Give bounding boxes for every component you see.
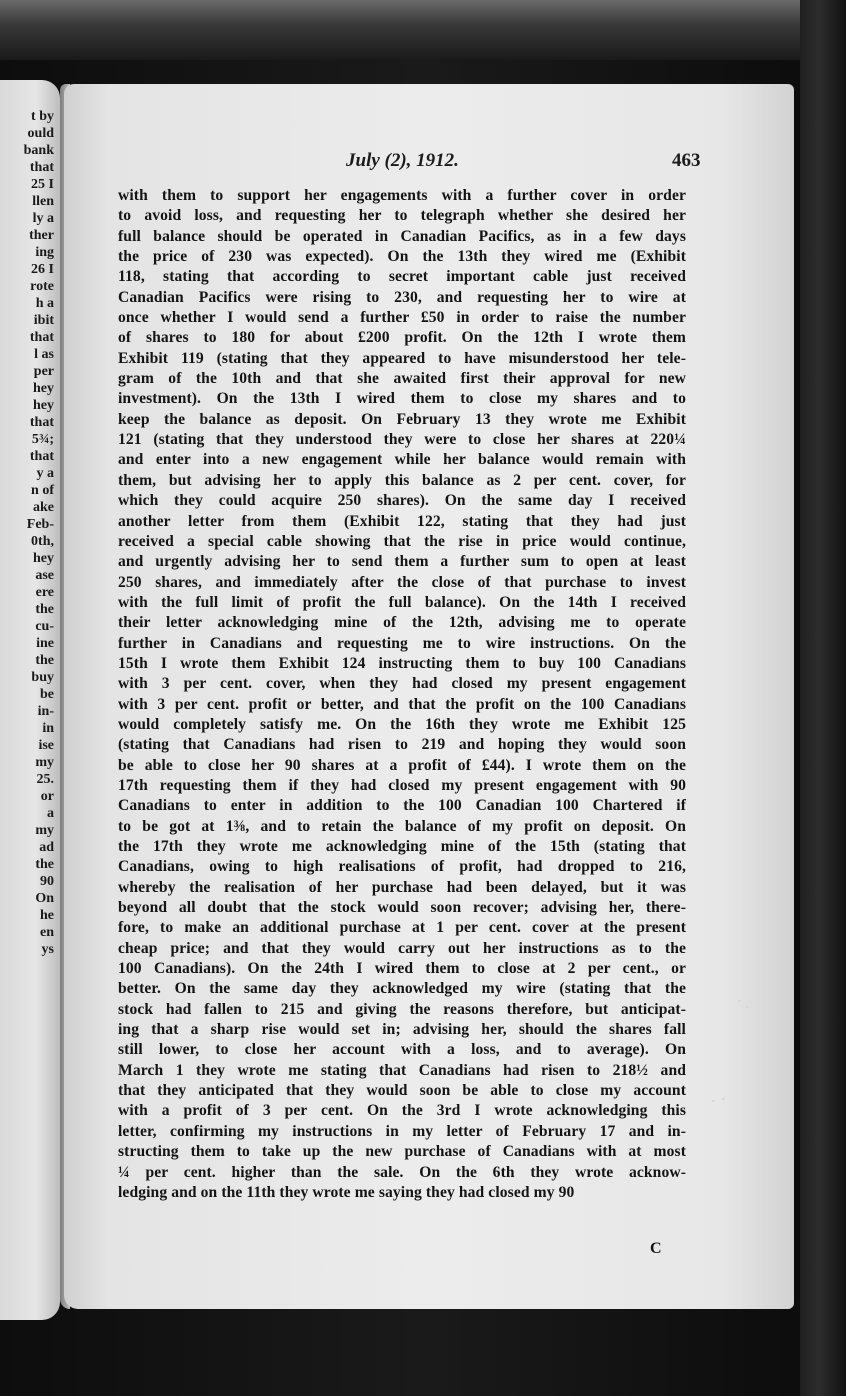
previous-page-fragment: en: [40, 925, 54, 940]
scan-speck: [712, 1100, 715, 1102]
previous-page-fragment: my: [35, 755, 54, 770]
text-line: to avoid loss, and requesting her to telegraph whether she desired her: [118, 207, 686, 225]
previous-page-fragment: h a: [35, 296, 54, 311]
page-header: [0, 150, 846, 178]
text-line: full balance should be operated in Canadian Pacifics, as in a few days: [118, 227, 686, 245]
previous-page-fragment: 25.: [36, 772, 54, 787]
previous-page-fragment: y a: [36, 466, 54, 481]
previous-page-fragment: that: [29, 449, 54, 464]
text-line: whereby the realisation of her purchase had been delayed, but it was: [118, 878, 686, 896]
previous-page-fragment: that: [29, 160, 54, 175]
previous-page-fragment: ake: [33, 500, 54, 515]
previous-page-fragment: n of: [31, 483, 54, 498]
previous-page-fragment: per: [33, 364, 54, 379]
previous-page-fragment: the: [35, 857, 54, 872]
text-line: beyond all doubt that the stock would soon recover; advising her, there-: [118, 899, 686, 917]
previous-page-fragment: bank: [23, 143, 54, 158]
text-line: them, but advising her to apply this balance as 2 per cent. cover, for: [118, 471, 686, 489]
previous-page-fragment: 5¾;: [31, 432, 54, 447]
text-line: their letter acknowledging mine of the 12th, advising me to operate: [118, 614, 686, 632]
scan-top-edge: [0, 0, 846, 60]
text-line: March 1 they wrote me stating that Canadians had risen to 218½ and: [118, 1061, 686, 1079]
text-line: Canadians to enter in addition to the 100 Canadian 100 Chartered if: [118, 797, 686, 815]
previous-page-fragment: that: [29, 415, 54, 430]
previous-page-fragment: the: [35, 653, 54, 668]
text-line: cheap price; and that they would carry out her instructions as to the: [118, 939, 686, 957]
text-line: the price of 230 was expected). On the 13th they wired me (Exhibit: [118, 248, 686, 266]
text-line: of shares to 180 for about £200 profit. On the 12th I wrote them: [118, 329, 686, 347]
previous-page-fragment: hey: [33, 551, 54, 566]
page-number: 463: [672, 150, 701, 171]
scan-speck: [738, 1000, 741, 1002]
text-line: be able to close her 90 shares at a profit of £44). I wrote them on the: [118, 756, 686, 774]
text-line: 100 Canadians). On the 24th I wired them to close at 2 per cent., or: [118, 960, 686, 978]
previous-page-fragment: he: [40, 908, 54, 923]
previous-page-fragment: buy: [31, 670, 54, 685]
previous-page-fragment: be: [40, 687, 54, 702]
previous-page-fragment: rote: [30, 279, 54, 294]
previous-page-fragment: ther: [29, 228, 54, 243]
text-line: letter, confirming my instructions in my letter of February 17 and in-: [118, 1122, 686, 1140]
previous-page-fragment: in-: [37, 704, 54, 719]
previous-page-fragment: a: [47, 806, 54, 821]
text-line: 118, stating that according to secret important cable just received: [118, 268, 686, 286]
text-line: 17th requesting them if they had closed my present engagement with 90: [118, 776, 686, 794]
text-line: with 3 per cent. profit or better, and that the profit on the 100 Canadians: [118, 695, 686, 713]
text-line: further in Canadians and requesting me to wire instructions. On the: [118, 634, 686, 652]
text-line: ¼ per cent. higher than the sale. On the 6th they wrote acknow-: [118, 1163, 686, 1181]
text-line: that they anticipated that they would soon be able to close my account: [118, 1082, 686, 1100]
previous-page-fragment: 0th,: [31, 534, 54, 549]
text-line: Exhibit 119 (stating that they appeared to have misunderstood her tele-: [118, 349, 686, 367]
previous-page-fragment: my: [35, 823, 54, 838]
text-line: would completely satisfy me. On the 16th they wrote me Exhibit 125: [118, 715, 686, 733]
previous-page-fragment: On: [35, 891, 54, 906]
text-line: structing them to take up the new purchase of Canadians with at most: [118, 1143, 686, 1161]
previous-page-fragment: llen: [32, 194, 54, 209]
previous-page-fragment: ise: [38, 738, 54, 753]
text-line: to be got at 1⅜, and to retain the balance of my profit on deposit. On: [118, 817, 686, 835]
scan-speck: [746, 1006, 749, 1008]
previous-page-fragment: 90: [40, 874, 54, 889]
previous-page-fragment: ad: [39, 840, 54, 855]
previous-page-fragment: ys: [41, 942, 54, 957]
text-line: another letter from them (Exhibit 122, stating that they had just: [118, 512, 686, 530]
text-line: ing that a sharp rise would set in; advising her, should the shares fall: [118, 1021, 686, 1039]
previous-page-fragment: hey: [33, 381, 54, 396]
previous-page-fragment: l as: [34, 347, 54, 362]
text-line: with 3 per cent. cover, when they had closed my present engagement: [118, 675, 686, 693]
text-line: with a profit of 3 per cent. On the 3rd I wrote acknowledging this: [118, 1102, 686, 1120]
previous-page-fragment: hey: [33, 398, 54, 413]
previous-page-fragment: ase: [35, 568, 54, 583]
text-line: ledging and on the 11th they wrote me saying they had closed my 90: [118, 1183, 575, 1201]
text-line: 250 shares, and immediately after the close of that purchase to invest: [118, 573, 686, 591]
text-line: received a special cable showing that the rise in price would continue,: [118, 532, 686, 550]
text-line: Canadians, owing to high realisations of profit, had dropped to 216,: [118, 858, 686, 876]
previous-page-fragment: ibit: [33, 313, 54, 328]
previous-page-fragment: ly a: [32, 211, 54, 226]
text-line: still lower, to close her account with a loss, and to average). On: [118, 1041, 686, 1059]
text-line: and urgently advising her to send them a further sum to open at least: [118, 553, 686, 571]
previous-page-fragment: t by: [31, 109, 54, 124]
text-line: with the full limit of profit the full balance). On the 14th I received: [118, 593, 686, 611]
previous-page-fragment: ine: [36, 636, 54, 651]
text-line: which they could acquire 250 shares). On the same day I received: [118, 492, 686, 510]
previous-page-fragment: ing: [35, 245, 54, 260]
previous-page-fragment: 26 I: [31, 262, 54, 277]
text-line: better. On the same day they acknowledged my wire (stating that the: [118, 980, 686, 998]
text-line: keep the balance as deposit. On February 13 they wrote me Exhibit: [118, 410, 686, 428]
text-line: Canadian Pacifics were rising to 230, and requesting her to wire at: [118, 288, 686, 306]
previous-page-fragment: ere: [35, 585, 54, 600]
text-line: 15th I wrote them Exhibit 124 instructing them to buy 100 Canadians: [118, 654, 686, 672]
text-line: once whether I would send a further £50 in order to raise the number: [118, 309, 686, 327]
scan-speck: [722, 1098, 725, 1100]
previous-page-fragment: 25 I: [31, 177, 54, 192]
previous-page-fragment: in: [42, 721, 54, 736]
text-line: gram of the 10th and that she awaited first their approval for new: [118, 370, 686, 388]
text-line: (stating that Canadians had risen to 219 and hoping they would soon: [118, 736, 686, 754]
previous-page-fragment: Feb-: [26, 517, 54, 532]
previous-page-edge: [0, 80, 60, 1320]
text-line: and enter into a new engagement while her balance would remain with: [118, 451, 686, 469]
text-line: 121 (stating that they understood they were to close her shares at 220¼: [118, 431, 686, 449]
body-text: [118, 186, 686, 1203]
scan-right-edge: [800, 0, 846, 1396]
previous-page-fragment: or: [40, 789, 54, 804]
previous-page-fragment: the: [35, 602, 54, 617]
previous-page-fragment: cu-: [35, 619, 54, 634]
text-line: stock had fallen to 215 and giving the reasons therefore, but anticipat-: [118, 1000, 686, 1018]
text-line: fore, to make an additional purchase at 1 per cent. cover at the present: [118, 919, 686, 937]
previous-page-fragment: ould: [27, 126, 54, 141]
text-line: with them to support her engagements with a further cover in order: [118, 187, 686, 204]
signature-mark: C: [650, 1240, 662, 1257]
previous-page-fragment: that: [29, 330, 54, 345]
text-line: investment). On the 13th I wired them to close my shares and to: [118, 390, 686, 408]
text-line: the 17th they wrote me acknowledging mine of the 15th (stating that: [118, 838, 686, 855]
running-title: July (2), 1912.: [346, 150, 459, 171]
